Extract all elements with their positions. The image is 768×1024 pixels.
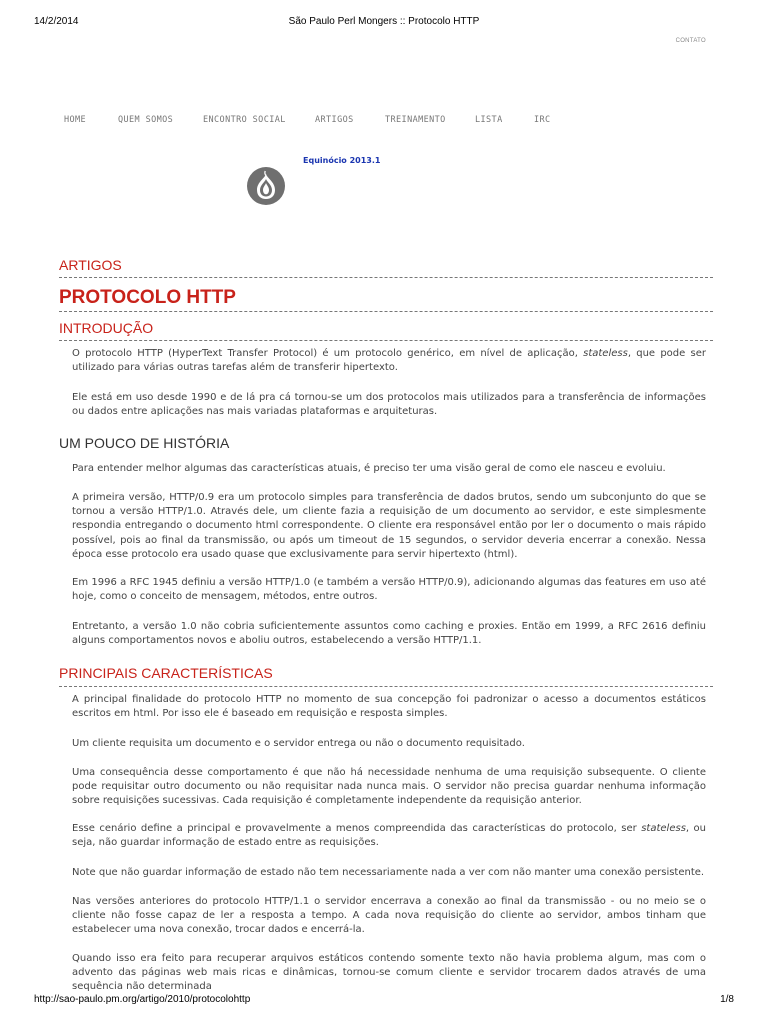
history-paragraph-1: Para entender melhor algumas das características atuais, é preciso ter uma visão geral de como ele nasceu e evoluiu. <box>72 463 666 474</box>
features-paragraph-6: Nas versões anteriores do protocolo HTTP/1.1 o servidor encerrava a conexão ao final da transmissão - ou no meio se o cliente não fosse capaz de ler a resposta a tempo. A cada nova requisição do cliente ao servidor, ambos tinham que estabelecer uma nova conexão, trocar dados e encerrá-la. <box>72 896 706 936</box>
divider <box>59 340 713 341</box>
nav-item-home[interactable]: HOME <box>64 115 87 125</box>
divider <box>59 686 713 687</box>
print-header <box>0 16 768 30</box>
nav-item-treinamento[interactable]: TREINAMENTO <box>385 115 446 125</box>
nav-item-lista[interactable]: LISTA <box>475 115 503 125</box>
features-paragraph-7: Quando isso era feito para recuperar arquivos estáticos contendo somente texto não havia problema algum, mas com o advento das páginas web mais ricas e dinâmicas, tornou-se comum cliente e servidor trocarem dados através de uma sequência não determinada <box>72 953 706 993</box>
nav-item-encontro-social[interactable]: ENCONTRO SOCIAL <box>203 115 286 125</box>
intro-paragraph-2: Ele está em uso desde 1990 e de lá pra cá tornou-se um dos protocolos mais utilizados para a transferência de informações ou dados entre aplicações nas mais variadas plataformas e arquiteturas. <box>72 392 706 418</box>
event-link[interactable]: Equinócio 2013.1 <box>303 156 381 165</box>
divider <box>59 311 713 312</box>
contact-link[interactable]: CONTATO <box>675 38 706 44</box>
history-paragraph-2: A primeira versão, HTTP/0.9 era um protocolo simples para transferência de dados brutos, sendo um subconjunto do que se tornou a versão HTTP/1.0. Através dele, um cliente fazia a requisição de um documento ao servidor, e este simplesmente respondia entregando o documento html correspondente. O cliente era responsável então por ler o documento o mais rápido possível, pois ao final da transmissão, ou após um timeout de 15 segundos, o servidor deveria encerrar a conexão. Nessa época esse protocolo era usado quase que exclusivamente para servir hipertexto (html). <box>72 492 706 560</box>
features-paragraph-3: Uma consequência desse comportamento é que não há necessidade nenhuma de uma requisição subsequente. O cliente pode requisitar outro documento ou não requisitar nada nunca mais. O servidor não precisa guardar nenhuma informação sobre requisições sucessivas. Cada requisição é completamente independente da requisição anterior. <box>72 767 706 807</box>
divider <box>59 277 713 278</box>
features-paragraph-4: Esse cenário define a principal e provavelmente a menos compreendida das características do protocolo, ser stateless, ou seja, não guardar informação de estado entre as requisições. <box>72 823 706 849</box>
nav-item-irc[interactable]: IRC <box>534 115 551 125</box>
features-paragraph-1: A principal finalidade do protocolo HTTP no momento de sua concepção foi padronizar o acesso a documentos estáticos escritos em html. Por isso ele é baseado em requisição e resposta simples. <box>72 694 706 720</box>
intro-paragraph-1: O protocolo HTTP (HyperText Transfer Protocol) é um protocolo genérico, em nível de aplicação, stateless, que pode ser utilizado para várias outras tarefas além de transferir hipertexto. <box>72 348 706 374</box>
history-heading: UM POUCO DE HISTÓRIA <box>59 435 230 451</box>
print-date: 14/2/2014 <box>34 16 79 27</box>
features-paragraph-2: Um cliente requisita um documento e o servidor entrega ou não o documento requisitado. <box>72 738 525 749</box>
print-page-number: 1/8 <box>720 994 734 1005</box>
features-heading: PRINCIPAIS CARACTERÍSTICAS <box>59 665 273 681</box>
print-url: http://sao-paulo.pm.org/artigo/2010/protocolohttp <box>34 994 251 1005</box>
print-title: São Paulo Perl Mongers :: Protocolo HTTP <box>288 16 480 27</box>
intro-heading: INTRODUÇÃO <box>59 320 154 336</box>
print-footer <box>0 994 768 1008</box>
history-paragraph-4: Entretanto, a versão 1.0 não cobria suficientemente assuntos como caching e proxies. Então em 1999, a RFC 2616 definiu alguns comportamentos novos e aboliu outros, estabelecendo a versão HTTP/1.1. <box>72 621 706 647</box>
features-paragraph-5: Note que não guardar informação de estado não tem necessariamente nada a ver com não manter uma conexão persistente. <box>72 867 705 878</box>
nav-item-quem-somos[interactable]: QUEM SOMOS <box>118 115 174 125</box>
page-title: PROTOCOLO HTTP <box>59 287 236 308</box>
history-paragraph-3: Em 1996 a RFC 1945 definiu a versão HTTP/1.0 (e também a versão HTTP/0.9), adicionando algumas das features em uso até hoje, como o conceito de mensagem, métodos, entre outros. <box>72 577 706 603</box>
section-label[interactable]: ARTIGOS <box>59 257 122 273</box>
nav-item-artigos[interactable]: ARTIGOS <box>315 115 354 125</box>
onion-icon[interactable] <box>246 166 286 206</box>
